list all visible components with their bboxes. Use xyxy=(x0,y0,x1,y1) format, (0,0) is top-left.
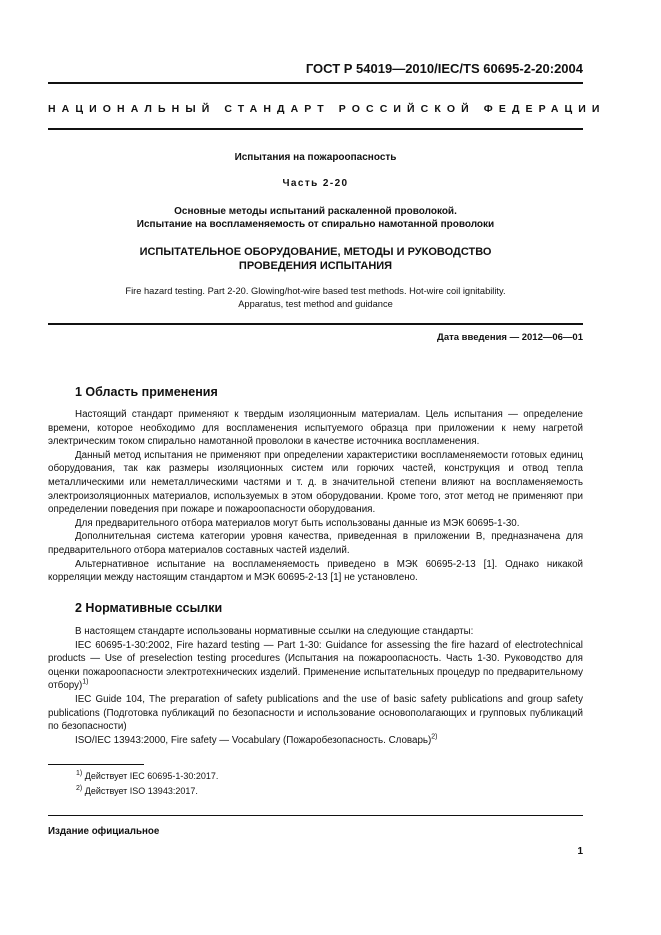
subtitle-line-1: Основные методы испытаний раскаленной проволокой. xyxy=(174,206,457,217)
section-1-title: 1 Область применения xyxy=(75,385,218,399)
document-id: ГОСТ Р 54019—2010/IEC/TS 60695-2-20:2004 xyxy=(305,61,583,76)
english-title-line-2: Apparatus, test method and guidance xyxy=(238,299,393,309)
footnote-rule xyxy=(48,764,144,765)
footnote-mark: 2) xyxy=(431,733,438,741)
edition-label: Издание официальное xyxy=(48,826,160,837)
paragraph: Настоящий стандарт применяют к твердым изоляционным материалам. Цель испытания — определение времени, которое необходимо для воспламенения испытуемого образца при приложении к нему нагретой электрическим током спирально намотанной проволоки в качестве источника воспламенения. xyxy=(48,409,583,448)
national-standard-heading: НАЦИОНАЛЬНЫЙ СТАНДАРТ РОССИЙСКОЙ ФЕДЕРАЦИИ xyxy=(48,103,606,115)
reference-text: IEC 60695-1-30:2002, Fire hazard testing — Part 1-30: Guidance for assessing the fire hazard of electrotechnical products — Use of preselection testing procedures (Испытания на пожароопасность. Часть 1-30. Руководство для оценки пожароопасности электротехнических изделий. Применение испытательных процедур по предварительному отбору) xyxy=(48,639,583,692)
footnotes xyxy=(76,769,218,799)
paragraph: Дополнительная система категории уровня качества, приведенная в приложении В, предназначена для предварительного отбора материалов составных частей изделий. xyxy=(48,531,583,556)
title-rule xyxy=(48,323,583,325)
footnote xyxy=(76,784,218,799)
english-title-line-1: Fire hazard testing. Part 2-20. Glowing/hot-wire based test methods. Hot-wire coil ignitability. xyxy=(125,286,506,296)
paragraph: В настоящем стандарте использованы нормативные ссылки на следующие стандарты: xyxy=(75,626,474,637)
title-main xyxy=(48,245,583,273)
reference-item xyxy=(48,734,583,748)
subtitle-line-2: Испытание на воспламеняемость от спирально намотанной проволоки xyxy=(136,219,495,230)
title-series: Испытания на пожароопасность xyxy=(234,152,397,163)
section-2-title: 2 Нормативные ссылки xyxy=(75,601,223,615)
page-number: 1 xyxy=(577,846,583,857)
english-title xyxy=(48,285,583,311)
footnote-text: Действует ISO 13943:2017. xyxy=(82,786,198,796)
reference-text: ISO/IEC 13943:2000, Fire safety — Vocabulary (Пожаробезопасность. Словарь) xyxy=(75,734,432,746)
header-rule xyxy=(48,82,583,84)
heading-rule xyxy=(48,128,583,130)
reference-item xyxy=(48,639,583,693)
footnote-mark: 2) xyxy=(76,785,83,792)
introduction-date: Дата введения — 2012—06—01 xyxy=(437,332,583,343)
paragraph: Альтернативное испытание на воспламеняемость приведено в МЭК 60695-2-13 [1]. Однако никакой корреляции между настоящим стандартом и МЭК 60695-2-13 [1] не установлено. xyxy=(48,558,583,584)
main-title-line-2: ПРОВЕДЕНИЯ ИСПЫТАНИЯ xyxy=(238,260,393,272)
paragraph: Для предварительного отбора материалов могут быть использованы данные из МЭК 60695-1-30. xyxy=(75,517,520,529)
title-part: Часть 2-20 xyxy=(282,178,349,189)
footnote xyxy=(76,769,218,784)
title-subtitle xyxy=(48,205,583,231)
footnote-text: Действует IEC 60695-1-30:2017. xyxy=(82,771,219,781)
reference-item: IEC Guide 104, The preparation of safety publications and the use of basic safety publications and group safety publications (Подготовка публикаций по безопасности и использование основополагающих и групповых публикаций по безопасности) xyxy=(48,693,583,733)
footnote-mark: 1) xyxy=(76,770,83,777)
section-1-body xyxy=(48,408,583,585)
main-title-line-1: ИСПЫТАТЕЛЬНОЕ ОБОРУДОВАНИЕ, МЕТОДЫ И РУКОВОДСТВО xyxy=(139,246,492,258)
paragraph: Данный метод испытания не применяют при определении характеристики воспламеняемости готовых единиц оборудования, так как размеры изоляционных систем или горючих частей, конструкция и отвод тепла металлическими или неметаллическими частями и т. д. в значительной степени влияют на воспламеняемость электроизоляционных материалов, используемых в этом оборудовании. Кроме того, этот метод не применяют при определении поведения при пожаре и пожароопасности оборудования. xyxy=(48,449,583,516)
footer-rule xyxy=(48,815,583,816)
footnote-mark: 1) xyxy=(82,679,89,687)
section-2-body xyxy=(48,625,583,747)
